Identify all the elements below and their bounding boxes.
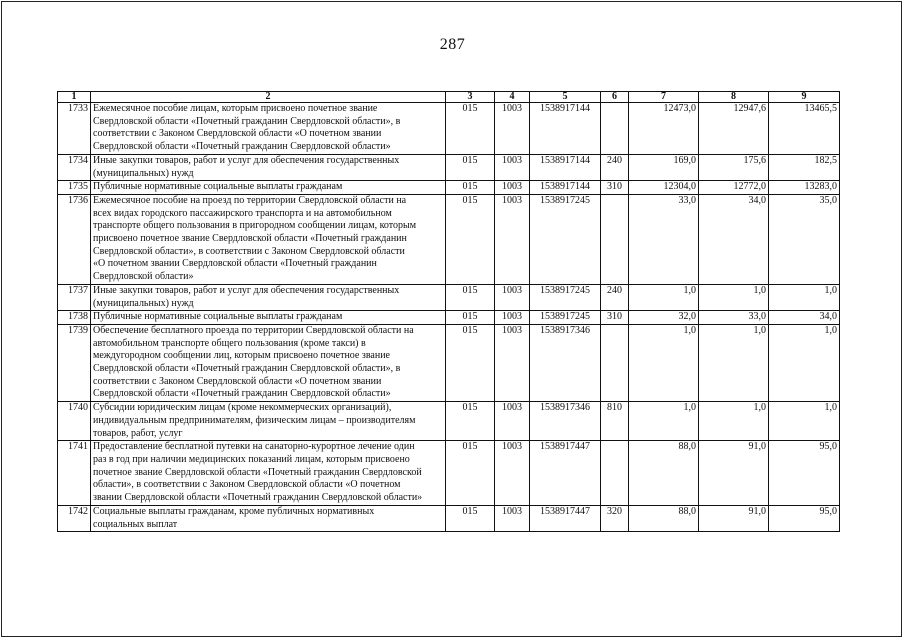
expense-type-code: [601, 194, 629, 284]
row-name: [91, 181, 446, 195]
row-name-line: Свердловской области «Почетный гражданин Свердловской области», в: [93, 115, 401, 127]
row-number: 1733: [58, 103, 91, 155]
amount-year-2: 91,0: [699, 505, 769, 531]
header-row: [58, 92, 840, 103]
row-name: [91, 154, 446, 180]
row-name: [91, 505, 446, 531]
row-name-line: (муниципальных) нужд: [93, 297, 194, 309]
row-name-line: раз в год при наличии медицинских показаний лицам, которым присвоено: [93, 453, 410, 465]
amount-year-2: 1,0: [699, 324, 769, 401]
row-name-line: Публичные нормативные социальные выплаты гражданам: [93, 311, 343, 323]
amount-year-2: 175,6: [699, 154, 769, 180]
expense-type-code: 320: [601, 505, 629, 531]
column-header: 2: [91, 92, 446, 103]
amount-year-1: 33,0: [629, 194, 699, 284]
table-row: [58, 194, 840, 284]
section-code: 1003: [495, 324, 530, 401]
amount-year-3: 13465,5: [769, 103, 840, 155]
row-name-line: индивидуальным предпринимателям, физическим лицам – производителям: [93, 414, 416, 426]
amount-year-3: 1,0: [769, 284, 840, 310]
amount-year-1: 88,0: [629, 505, 699, 531]
section-code: 1003: [495, 402, 530, 441]
expense-type-code: 310: [601, 181, 629, 195]
amount-year-1: 12473,0: [629, 103, 699, 155]
row-name-line: Ежемесячное пособие лицам, которым присвоено почетное звание: [93, 103, 378, 114]
row-name-line: Свердловской области», в соответствии с Законом Свердловской области: [93, 245, 405, 257]
expense-type-code: 810: [601, 402, 629, 441]
ministry-code: 015: [446, 103, 495, 155]
target-article-code: 1538917346: [530, 402, 601, 441]
amount-year-3: 95,0: [769, 505, 840, 531]
row-name: [91, 324, 446, 401]
amount-year-1: 1,0: [629, 284, 699, 310]
section-code: 1003: [495, 181, 530, 195]
column-header: 9: [769, 92, 840, 103]
amount-year-3: 13283,0: [769, 181, 840, 195]
section-code: 1003: [495, 311, 530, 325]
target-article-code: 1538917144: [530, 181, 601, 195]
column-header: 3: [446, 92, 495, 103]
row-name-line: Ежемесячное пособие на проезд по территории Свердловской области на: [93, 194, 407, 206]
row-name-line: междугородном сообщении лиц, которым присвоено почетное звание: [93, 350, 390, 362]
amount-year-1: 12304,0: [629, 181, 699, 195]
row-name-line: соответствии с Законом Свердловской области «О почетном звании: [93, 375, 382, 387]
row-name: [91, 311, 446, 325]
row-name-line: Субсидии юридическим лицам (кроме некоммерческих организаций),: [93, 402, 392, 414]
row-name-line: «О почетном звании Свердловской области «Почетный гражданин: [93, 258, 377, 270]
amount-year-2: 12947,6: [699, 103, 769, 155]
ministry-code: 015: [446, 505, 495, 531]
row-name-line: Иные закупки товаров, работ и услуг для обеспечения государственных: [93, 284, 400, 296]
row-name-line: Свердловской области «Почетный гражданин Свердловской области»: [93, 141, 391, 153]
row-name: [91, 194, 446, 284]
target-article-code: 1538917245: [530, 194, 601, 284]
table-row: [58, 154, 840, 180]
row-name-line: Социальные выплаты гражданам, кроме публичных нормативных: [93, 505, 375, 517]
expense-type-code: [601, 324, 629, 401]
ministry-code: 015: [446, 284, 495, 310]
ministry-code: 015: [446, 194, 495, 284]
row-name-line: социальных выплат: [93, 518, 178, 530]
table-row: [58, 505, 840, 531]
section-code: 1003: [495, 505, 530, 531]
table-row: [58, 103, 840, 155]
amount-year-1: 88,0: [629, 441, 699, 506]
amount-year-2: 33,0: [699, 311, 769, 325]
row-number: 1738: [58, 311, 91, 325]
target-article-code: 1538917144: [530, 154, 601, 180]
row-number: 1734: [58, 154, 91, 180]
ministry-code: 015: [446, 441, 495, 506]
row-name: [91, 441, 446, 506]
target-article-code: 1538917447: [530, 441, 601, 506]
row-name-line: Иные закупки товаров, работ и услуг для обеспечения государственных: [93, 154, 400, 166]
amount-year-2: 34,0: [699, 194, 769, 284]
section-code: 1003: [495, 194, 530, 284]
amount-year-3: 95,0: [769, 441, 840, 506]
amount-year-1: 32,0: [629, 311, 699, 325]
row-name-line: области», в соответствии с Законом Свердловской области «О почетном: [93, 479, 401, 491]
row-name-line: звании Свердловской области «Почетный гражданин Свердловской области»: [93, 492, 423, 504]
row-number: 1740: [58, 402, 91, 441]
row-name: [91, 402, 446, 441]
target-article-code: 1538917245: [530, 311, 601, 325]
column-header: 4: [495, 92, 530, 103]
column-header: 6: [601, 92, 629, 103]
row-number: 1735: [58, 181, 91, 195]
amount-year-3: 182,5: [769, 154, 840, 180]
amount-year-3: 35,0: [769, 194, 840, 284]
ministry-code: 015: [446, 402, 495, 441]
budget-table: [57, 91, 840, 532]
row-number: 1741: [58, 441, 91, 506]
table-body: [58, 103, 840, 532]
row-name-line: автомобильном транспорте общего пользования (кроме такси) в: [93, 337, 366, 349]
amount-year-3: 34,0: [769, 311, 840, 325]
section-code: 1003: [495, 103, 530, 155]
section-code: 1003: [495, 154, 530, 180]
expense-type-code: [601, 441, 629, 506]
target-article-code: 1538917447: [530, 505, 601, 531]
table-row: [58, 402, 840, 441]
table-row: [58, 324, 840, 401]
row-number: 1737: [58, 284, 91, 310]
ministry-code: 015: [446, 311, 495, 325]
ministry-code: 015: [446, 324, 495, 401]
row-number: 1736: [58, 194, 91, 284]
ministry-code: 015: [446, 181, 495, 195]
expense-type-code: [601, 103, 629, 155]
row-name-line: всех видах городского пассажирского транспорта и на автомобильном: [93, 207, 392, 219]
row-name-line: транспорте общего пользования в пригородном сообщении лицам, которым: [93, 220, 417, 232]
target-article-code: 1538917144: [530, 103, 601, 155]
expense-type-code: 240: [601, 154, 629, 180]
section-code: 1003: [495, 441, 530, 506]
amount-year-1: 1,0: [629, 324, 699, 401]
row-name-line: товаров, работ, услуг: [93, 427, 183, 439]
table-row: [58, 441, 840, 506]
amount-year-2: 12772,0: [699, 181, 769, 195]
row-number: 1739: [58, 324, 91, 401]
column-header: 5: [530, 92, 601, 103]
row-name-line: присвоено почетное звание Свердловской области «Почетный гражданин: [93, 233, 407, 245]
row-name-line: Свердловской области»: [93, 271, 194, 283]
amount-year-2: 1,0: [699, 402, 769, 441]
expense-type-code: 240: [601, 284, 629, 310]
amount-year-1: 169,0: [629, 154, 699, 180]
row-name-line: (муниципальных) нужд: [93, 167, 194, 179]
column-header: 8: [699, 92, 769, 103]
column-header: 7: [629, 92, 699, 103]
amount-year-2: 1,0: [699, 284, 769, 310]
amount-year-3: 1,0: [769, 402, 840, 441]
row-number: 1742: [58, 505, 91, 531]
row-name-line: Публичные нормативные социальные выплаты гражданам: [93, 181, 343, 193]
page-number: 287: [439, 36, 466, 53]
table-row: [58, 284, 840, 310]
amount-year-2: 91,0: [699, 441, 769, 506]
row-name-line: Предоставление бесплатной путевки на санаторно-курортное лечение один: [93, 441, 415, 453]
target-article-code: 1538917346: [530, 324, 601, 401]
target-article-code: 1538917245: [530, 284, 601, 310]
amount-year-3: 1,0: [769, 324, 840, 401]
row-name-line: соответствии с Законом Свердловской области «О почетном звании: [93, 128, 382, 140]
table-row: [58, 311, 840, 325]
row-name-line: Обеспечение бесплатного проезда по территории Свердловской области на: [93, 324, 414, 336]
table-row: [58, 181, 840, 195]
column-header: 1: [58, 92, 91, 103]
expense-type-code: 310: [601, 311, 629, 325]
amount-year-1: 1,0: [629, 402, 699, 441]
row-name-line: Свердловской области «Почетный гражданин Свердловской области», в: [93, 363, 401, 375]
row-name-line: почетное звание Свердловской области «Почетный гражданин Свердловской: [93, 466, 422, 478]
section-code: 1003: [495, 284, 530, 310]
row-name: [91, 284, 446, 310]
row-name: [91, 103, 446, 155]
row-name-line: Свердловской области «Почетный гражданин Свердловской области»: [93, 388, 391, 400]
ministry-code: 015: [446, 154, 495, 180]
